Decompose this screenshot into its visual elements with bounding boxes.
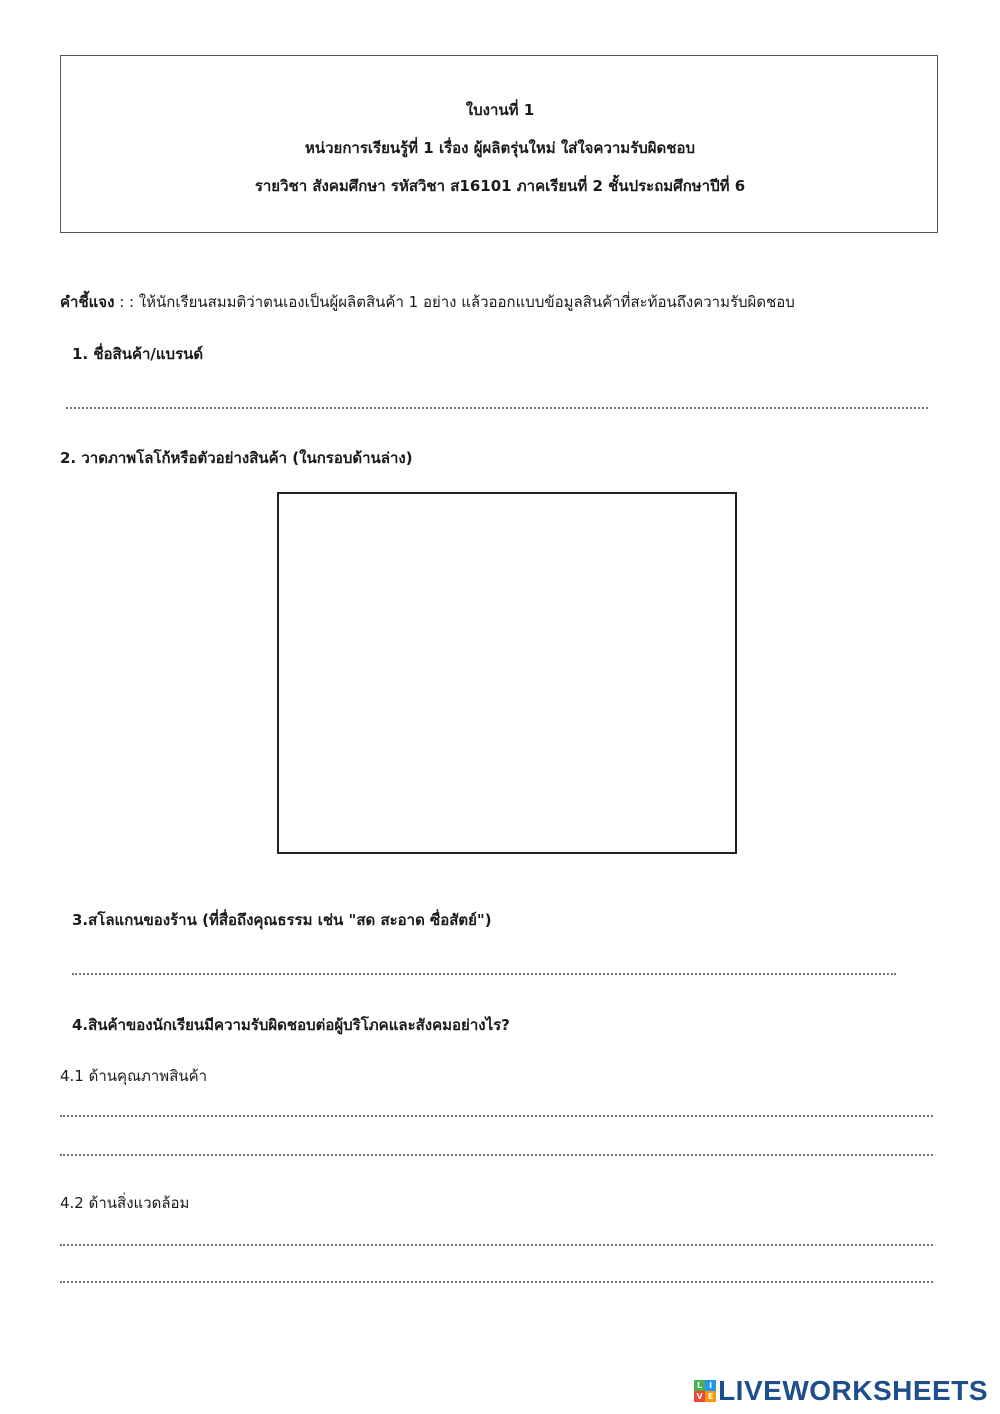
logo-tile-3: E: [705, 1391, 716, 1402]
answer-line-q4-1-a[interactable]: [60, 1115, 933, 1117]
instruction-text: : : ให้นักเรียนสมมติว่าตนเองเป็นผู้ผลิตสินค้า 1 อย่าง แล้วออกแบบข้อมูลสินค้าที่สะท้อนถึงความรับผิดชอบ: [114, 293, 795, 311]
answer-line-q4-2-b[interactable]: [60, 1281, 933, 1283]
logo-tile-1: I: [705, 1380, 716, 1391]
question-4-label: 4.สินค้าของนักเรียนมีความรับผิดชอบต่อผู้บริโภคและสังคมอย่างไร?: [72, 1016, 510, 1034]
answer-line-q1[interactable]: [66, 407, 928, 409]
question-2-label: 2. วาดภาพโลโก้หรือตัวอย่างสินค้า (ในกรอบด้านล่าง): [60, 449, 413, 467]
liveworksheets-icon: [694, 1380, 716, 1402]
liveworksheets-logo[interactable]: [694, 1376, 988, 1406]
logo-tile-2: V: [694, 1391, 705, 1402]
question-3-label: 3.สโลแกนของร้าน (ที่สื่อถึงคุณธรรม เช่น "สด สะอาด ซื่อสัตย์"): [72, 911, 492, 929]
liveworksheets-logo-text: LIVEWORKSHEETS: [718, 1375, 988, 1406]
logo-tile-0: L: [694, 1380, 705, 1391]
answer-line-q4-2-a[interactable]: [60, 1244, 933, 1246]
instruction-label: คำชี้แจง: [60, 293, 115, 311]
question-4-2-label: 4.2 ด้านสิ่งแวดล้อม: [60, 1194, 190, 1212]
worksheet-title: ใบงานที่ 1: [465, 101, 535, 119]
course-info: รายวิชา สังคมศึกษา รหัสวิชา ส16101 ภาคเรียนที่ 2 ชั้นประถมศึกษาปีที่ 6: [254, 177, 746, 195]
question-4-1-label: 4.1 ด้านคุณภาพสินค้า: [60, 1067, 208, 1085]
question-1-label: 1. ชื่อสินค้า/แบรนด์: [72, 345, 204, 363]
unit-title: หน่วยการเรียนรู้ที่ 1 เรื่อง ผู้ผลิตรุ่นใหม่ ใส่ใจความรับผิดชอบ: [304, 139, 696, 157]
answer-line-q3[interactable]: [72, 973, 896, 975]
answer-line-q4-1-b[interactable]: [60, 1154, 933, 1156]
instruction: [60, 292, 795, 312]
drawing-box[interactable]: [277, 492, 737, 854]
